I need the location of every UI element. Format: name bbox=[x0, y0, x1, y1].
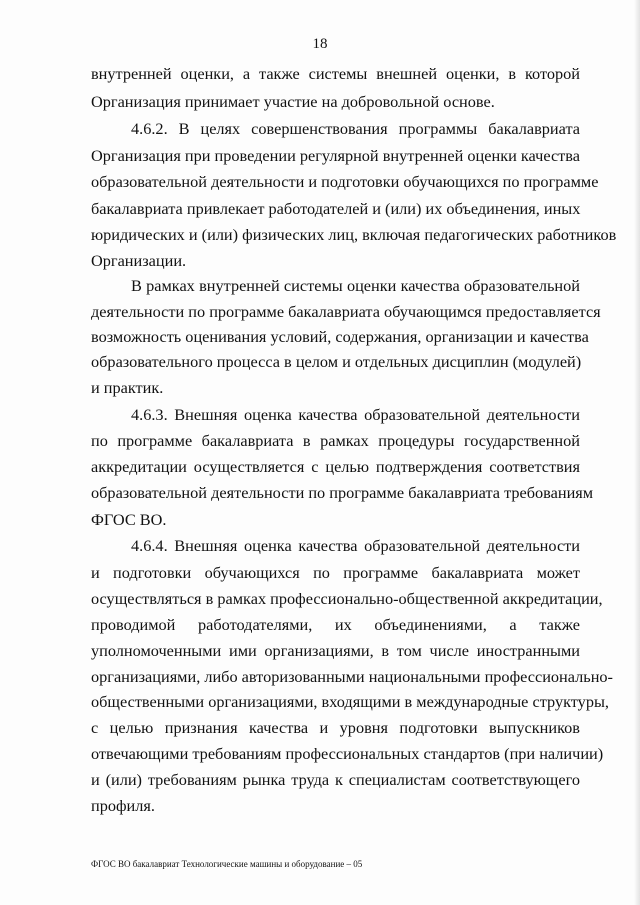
text-line: общественными организациями, входящими в международные структуры, bbox=[91, 692, 609, 711]
text-line: по программе бакалавриата в рамках процедуры государственной bbox=[91, 431, 580, 450]
text-line: осуществляться в рамках профессионально-общественной аккредитации, bbox=[91, 589, 603, 608]
text-line: профиля. bbox=[91, 796, 155, 815]
text-line: Организация принимает участие на добровольной основе. bbox=[91, 92, 495, 111]
text-line: аккредитации осуществляется с целью подтверждения соответствия bbox=[91, 457, 580, 476]
text-line: 4.6.2. В целях совершенствования программы бакалавриата bbox=[131, 119, 580, 138]
text-line: Организация при проведении регулярной внутренней оценки качества bbox=[91, 146, 580, 165]
text-line: 4.6.3. Внешняя оценка качества образовательной деятельности bbox=[131, 405, 580, 424]
text-line: Организации. bbox=[91, 251, 187, 270]
text-line: возможность оценивания условий, содержания, организации и качества bbox=[91, 327, 589, 346]
text-line: деятельности по программе бакалавриата обучающимся предоставляется bbox=[91, 302, 601, 321]
text-line: и (или) требованиям рынка труда к специалистам соответствующего bbox=[91, 770, 580, 789]
text-line: юридических и (или) физических лиц, включая педагогических работников bbox=[91, 225, 617, 244]
text-line: и подготовки обучающихся по программе бакалавриата может bbox=[91, 563, 580, 582]
page-footer: ФГОС ВО бакалавриат Технологические машины и оборудование – 05 bbox=[91, 859, 363, 869]
text-line: 4.6.4. Внешняя оценка качества образовательной деятельности bbox=[131, 536, 580, 555]
scan-shadow bbox=[634, 0, 640, 905]
text-line: уполномоченными ими организациями, в том числе иностранными bbox=[91, 641, 580, 660]
text-line: и практик. bbox=[91, 378, 164, 397]
text-line: образовательной деятельности и подготовки обучающихся по программе bbox=[91, 172, 599, 191]
text-line: отвечающими требованиям профессиональных стандартов (при наличии) bbox=[91, 744, 604, 763]
text-line: В рамках внутренней системы оценки качества образовательной bbox=[131, 276, 580, 295]
page-number: 18 bbox=[312, 36, 328, 52]
text-line: бакалавриата привлекает работодателей и (или) их объединения, иных bbox=[91, 199, 581, 218]
text-line: ФГОС ВО. bbox=[91, 510, 167, 529]
text-line: организациями, либо авторизованными национальными профессионально- bbox=[91, 667, 613, 686]
text-line: внутренней оценки, а также системы внешней оценки, в которой bbox=[91, 64, 580, 83]
text-line: с целью признания качества и уровня подготовки выпускников bbox=[91, 718, 580, 737]
text-line: проводимой работодателями, их объединениями, а также bbox=[91, 615, 580, 634]
text-line: образовательного процесса в целом и отдельных дисциплин (модулей) bbox=[91, 352, 582, 371]
text-line: образовательной деятельности по программе бакалавриата требованиям bbox=[91, 483, 594, 502]
